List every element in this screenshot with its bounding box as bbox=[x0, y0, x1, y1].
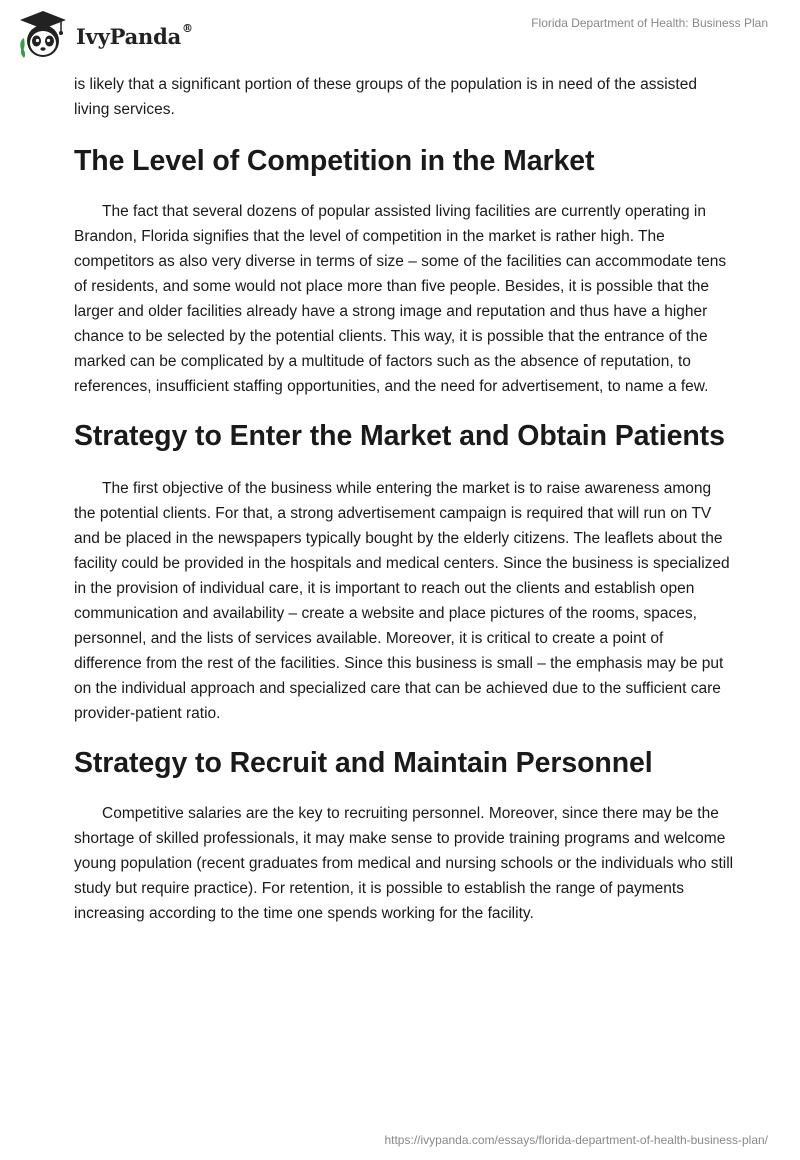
page-header bbox=[0, 0, 800, 70]
ivypanda-logo[interactable] bbox=[16, 8, 193, 62]
section-paragraph-personnel: Competitive salaries are the key to recruiting personnel. Moreover, since there may be the shortage of skilled professionals, it may make sense to provide training programs and welcome young population (recent graduates from medical and nursing schools or the individuals who still study but require practice). For retention, it is possible to establish the range of payments increasing according to the time one spends working for the facility. bbox=[74, 805, 734, 922]
registered-mark: ® bbox=[182, 21, 193, 35]
intro-continuation-paragraph: is likely that a significant portion of these groups of the population is in need of the assisted living services. bbox=[74, 76, 697, 118]
section-heading-competition: The Level of Competition in the Market bbox=[74, 145, 595, 177]
section-heading-personnel: Strategy to Recruit and Maintain Personnel bbox=[74, 747, 653, 779]
essay-content bbox=[74, 72, 734, 926]
section-paragraph-market-entry: The first objective of the business while entering the market is to raise awareness among the potential clients. For that, a strong advertisement campaign is required that will run on TV and be placed in the newspapers typically bought by the elderly citizens. The leaflets about the facility could be provided in the hospitals and medical centers. Since the business is specialized in the provision of individual care, it is important to reach out the clients and establish open communication and availability – create a website and place pictures of the rooms, spaces, personnel, and the lists of services available. Moreover, it is critical to create a point of difference from the rest of the facilities. Since this business is small – the emphasis may be put on the individual approach and specialized care that can be achieved due to the sufficient care provider-patient ratio. bbox=[74, 480, 730, 722]
logo-wordmark bbox=[76, 21, 193, 49]
footer-source-url[interactable]: https://ivypanda.com/essays/florida-department-of-health-business-plan/ bbox=[384, 1133, 768, 1147]
section-paragraph-competition: The fact that several dozens of popular assisted living facilities are currently operating in Brandon, Florida signifies that the level of competition in the market is rather high. The competitors as also very diverse in terms of size – some of the facilities can accommodate tens of residents, and some would not place more than five people. Besides, it is possible that the larger and older facilities already have a strong image and reputation and thus have a higher chance to be selected by the potential clients. This way, it is possible that the entrance of the marked can be complicated by a multitude of factors such as the absence of reputation, to references, insufficient staffing opportunities, and the need for advertisement, to name a few. bbox=[74, 203, 727, 395]
logo-text: IvyPanda bbox=[76, 23, 182, 49]
document-title: Florida Department of Health: Business Plan bbox=[531, 16, 768, 30]
panda-graduate-logo-icon bbox=[16, 8, 70, 62]
section-heading-market-entry: Strategy to Enter the Market and Obtain Patients bbox=[74, 420, 725, 452]
